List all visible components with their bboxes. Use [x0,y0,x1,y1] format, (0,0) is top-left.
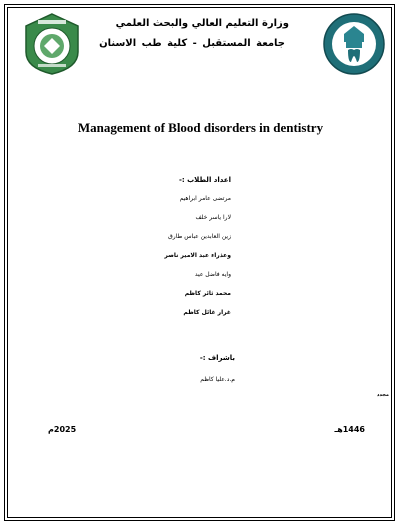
supervisor-label: باشراف :- [199,354,235,362]
supervisor-name: م.د.عليا كاظم [200,376,235,383]
student-name: محمد ثائر كاظم [184,290,231,297]
students-label: اعداد الطلاب :- [179,176,231,184]
student-name: غرار غائل كاظم [183,309,231,316]
student-name: وايه فاضل عيد [194,271,231,278]
students-list [164,176,231,328]
university-seal-logo-left [20,12,84,76]
student-name: مرتضى عامر ابراهيم [179,195,231,202]
ministry-heading: وزارة التعليم العالي والبحث العلمي [115,18,289,29]
dentistry-college-logo-right [322,12,386,76]
university-college-heading: جامعة المستقبل - كلية طب الاسنان [99,38,285,49]
gregorian-date: 2025م [48,425,77,434]
misc-note: مجدد [376,392,389,398]
document-title: Management of Blood disorders in dentistry [77,120,324,135]
student-name: لارا ياسر خلف [195,214,231,221]
hijri-date: 1446هـ [334,425,365,434]
student-name: زين العابدين عباس طارق [168,233,231,240]
student-name: وعذراء عبد الامير ناصر [164,252,231,259]
